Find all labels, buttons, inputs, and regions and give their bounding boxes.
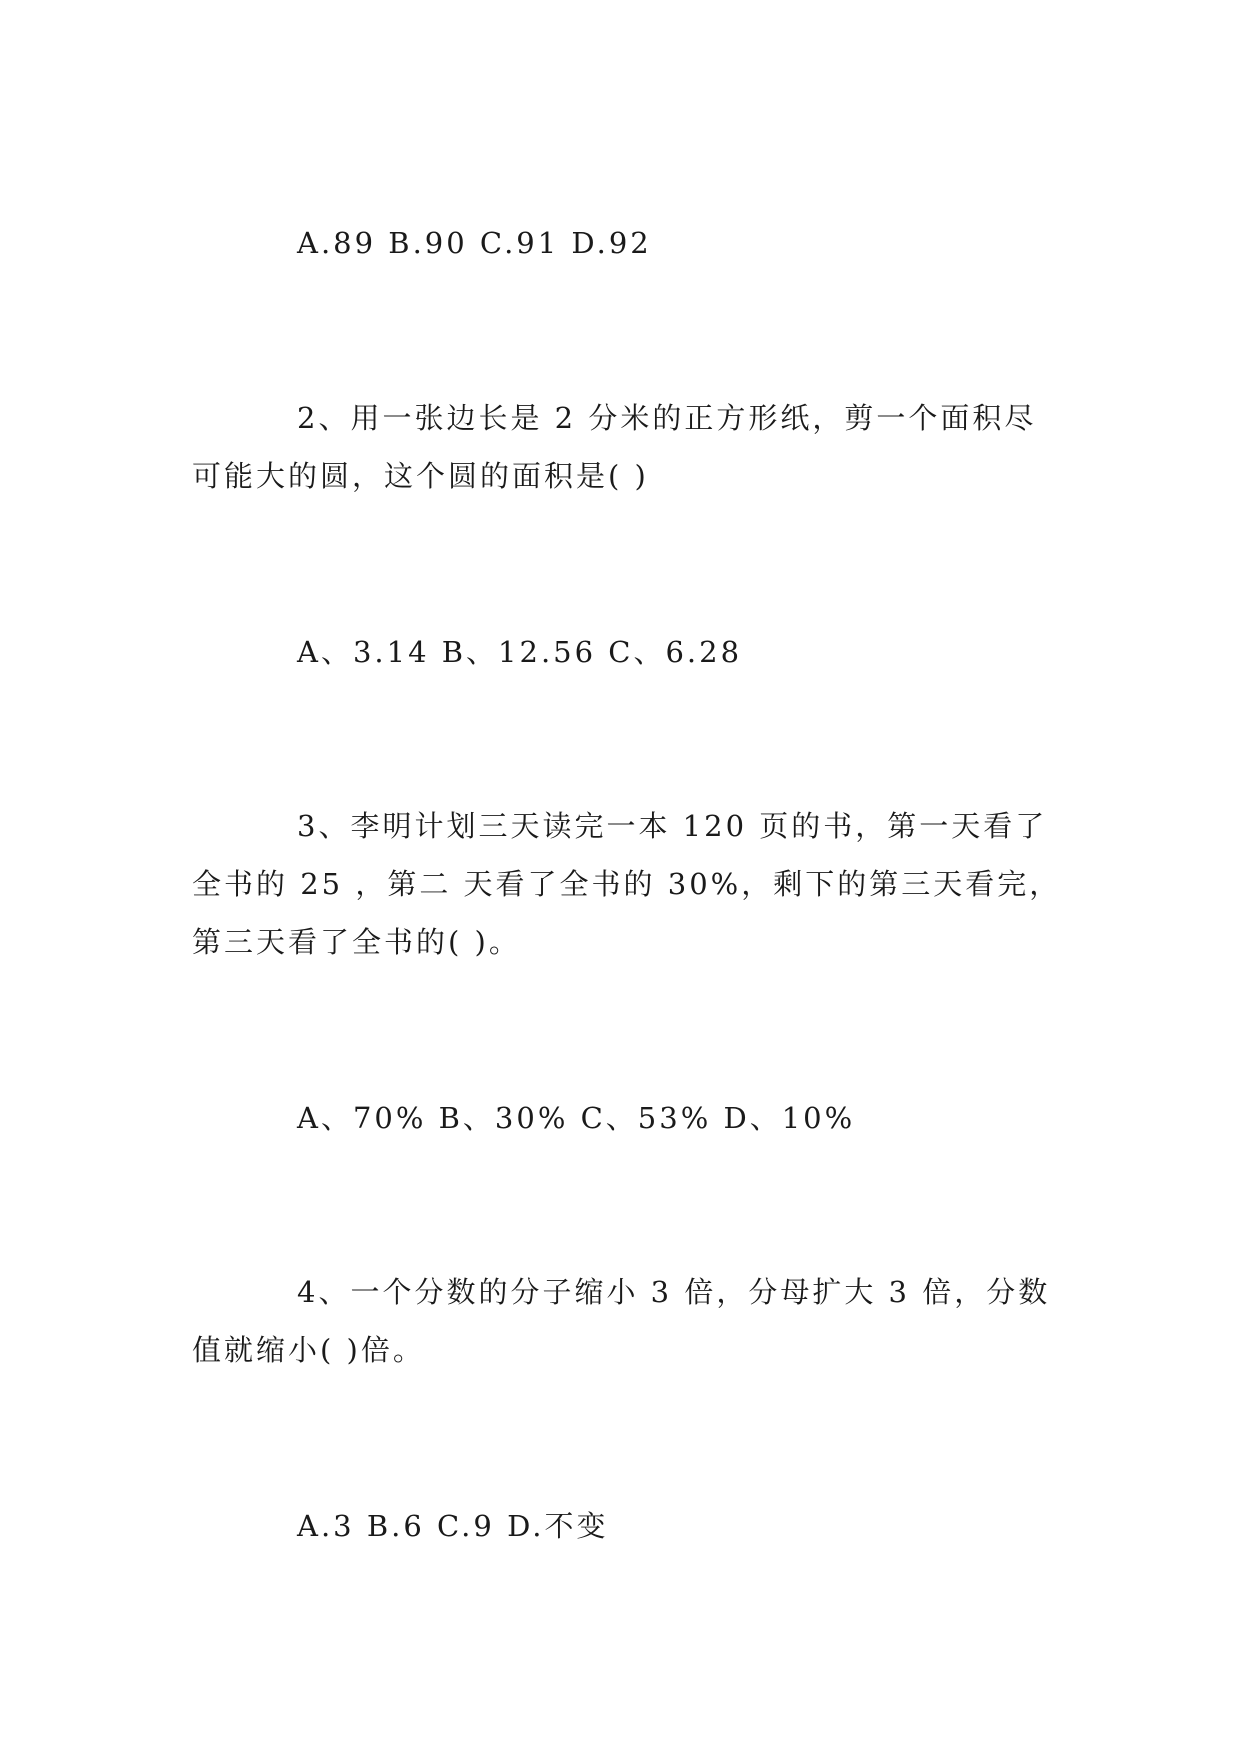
q1-options: A.89 B.90 C.91 D.92	[297, 226, 652, 260]
q2-text-line-2: 可能大的圆，这个圆的面积是( )	[192, 459, 649, 493]
q3-options: A、70% B、30% C、53% D、10%	[297, 1101, 856, 1135]
q3-text-line-2: 全书的 25 ，第二 天看了全书的 30%，剩下的第三天看完，	[192, 867, 1062, 901]
q3-text-line-1: 3、李明计划三天读完一本 120 页的书，第一天看了	[297, 809, 1048, 843]
q2-text-line-1: 2、用一张边长是 2 分米的正方形纸，剪一个面积尽	[297, 401, 1037, 435]
q3-text-line-3: 第三天看了全书的( )。	[192, 925, 521, 959]
q4-text-line-2: 值就缩小( )倍。	[192, 1333, 425, 1367]
q4-options: A.3 B.6 C.9 D.不变	[297, 1509, 609, 1543]
q2-options: A、3.14 B、12.56 C、6.28	[297, 635, 743, 669]
q4-text-line-1: 4、一个分数的分子缩小 3 倍，分母扩大 3 倍，分数	[297, 1275, 1051, 1309]
